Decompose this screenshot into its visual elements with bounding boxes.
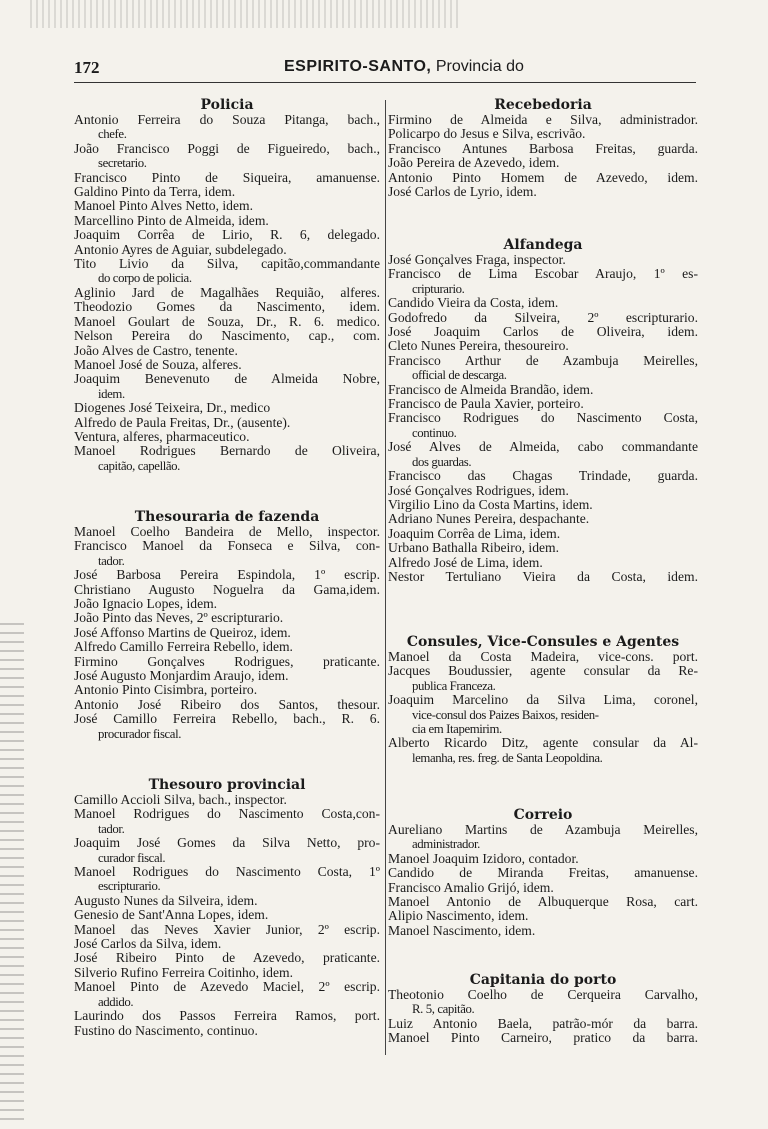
entry-line: procurador fiscal. <box>98 726 182 741</box>
section-alfandega <box>388 238 698 584</box>
entry-line: Theodozio Gomes da Nascimento, idem. <box>74 299 380 315</box>
entry-line: publica Franceza. <box>412 678 496 693</box>
entry-line: Theotonio Coelho de Cerqueira Carvalho, <box>388 987 698 1002</box>
entry-line: José Gonçalves Rodrigues, idem. <box>388 482 569 498</box>
entry-line: do corpo de policia. <box>98 271 192 286</box>
entry-line: continuo. <box>412 425 457 440</box>
entry-line: Silverio Rufino Ferreira Coitinho, idem. <box>74 964 293 980</box>
section-title: Policia <box>200 97 254 113</box>
entry-line: Antonio Pinto Cisimbra, porteiro. <box>74 682 258 698</box>
entry-line: Laurindo dos Passos Ferreira Ramos, port. <box>74 1008 380 1024</box>
section-capitania-do-porto <box>388 973 698 1046</box>
entry-line: João Alves de Castro, tenente. <box>74 342 238 358</box>
entry-line: Firmino de Almeida e Silva, administrador. <box>388 112 698 127</box>
entry-line: Joaquim José Gomes da Silva Netto, pro- <box>74 835 380 851</box>
entry-line: Aglinio Jard de Magalhães Requião, alferes. <box>74 284 380 300</box>
page-edge-shadow <box>0 620 24 1120</box>
entry-line: idem. <box>98 386 125 401</box>
entry-line: Urbano Bathalla Ribeiro, idem. <box>388 540 560 556</box>
entry-line: Antonio Ayres de Aguiar, subdelegado. <box>74 241 287 257</box>
entry-line: José Joaquim Carlos de Oliveira, idem. <box>388 324 698 340</box>
entry-line: cripturario. <box>412 281 465 296</box>
entry-line: Aureliano Martins de Azambuja Meirelles, <box>388 822 698 837</box>
entry-line: Policarpo do Jesus e Silva, escrivão. <box>388 126 586 142</box>
section-title: Recebedoria <box>494 97 592 113</box>
entry-line: Francisco Rodrigues do Nascimento Costa, <box>388 410 698 426</box>
entry-line: Candido Vieira da Costa, idem. <box>388 295 559 311</box>
entry-line: José Affonso Martins de Queiroz, idem. <box>74 624 291 640</box>
entry-line: Francisco Amalio Grijó, idem. <box>388 879 554 895</box>
section-correio <box>388 808 698 938</box>
page-header <box>74 58 696 83</box>
entry-line: Alfredo de Paula Freitas, Dr., (ausente). <box>74 414 291 430</box>
column-divider <box>385 100 386 1055</box>
entry-line: Joaquim Corrêa de Lima, idem. <box>388 525 561 541</box>
entry-line: Augusto Nunes da Silveira, idem. <box>74 892 258 908</box>
entry-line: José Camillo Ferreira Rebello, bach., R. 6. <box>74 711 380 727</box>
section-policia <box>74 98 380 473</box>
entry-line: lemanha, res. freg. de Santa Leopoldina. <box>412 750 603 765</box>
entry-line: Manoel da Costa Madeira, vice-cons. port. <box>388 649 698 664</box>
entry-line: José Carlos de Lyrio, idem. <box>388 184 537 200</box>
entry-line: cia em Itapemirim. <box>412 722 502 737</box>
entry-line: administrador. <box>412 837 480 852</box>
entry-line: Manoel Joaquim Izidoro, contador. <box>388 850 579 866</box>
entry-line: R. 5, capitão. <box>412 1002 475 1017</box>
entry-line: tador. <box>98 821 125 836</box>
section-title: Thesouraria de fazenda <box>134 509 320 525</box>
entry-line: Joaquim Corrêa de Lirio, R. 6, delegado. <box>74 227 380 243</box>
entry-line: Francisco das Chagas Trindade, guarda. <box>388 468 698 484</box>
section-title: Capitania do porto <box>469 972 617 988</box>
scan-noise <box>30 0 460 28</box>
entry-line: Francisco de Almeida Brandão, idem. <box>388 381 594 397</box>
entry-line: Manoel José de Souza, alferes. <box>74 356 242 372</box>
entry-line: Virgilio Lino da Costa Martins, idem. <box>388 496 593 512</box>
entry-line: José Alves de Almeida, cabo commandante <box>388 439 698 455</box>
entry-line: Diogenes José Teixeira, Dr., medico <box>74 400 271 416</box>
entry-line: Nestor Tertuliano Vieira da Costa, idem. <box>388 568 698 584</box>
entry-line: Candido de Miranda Freitas, amanuense. <box>388 865 698 881</box>
entry-line: Manoel Pinto de Azevedo Maciel, 2º escrip. <box>74 979 380 995</box>
entry-line: José Carlos da Silva, idem. <box>74 936 222 952</box>
entry-line: Cleto Nunes Pereira, thesoureiro. <box>388 338 569 354</box>
entry-line: Manoel Rodrigues Bernardo de Oliveira, <box>74 443 380 459</box>
entry-line: Alfredo Camillo Ferreira Rebello, idem. <box>74 639 293 655</box>
entry-line: Marcellino Pinto de Almeida, idem. <box>74 212 269 228</box>
entry-line: dos guardas. <box>412 454 472 469</box>
entry-line: Manoel Pinto Alves Netto, idem. <box>74 198 253 214</box>
entry-line: Alfredo José de Lima, idem. <box>388 554 543 570</box>
entry-line: Francisco Antunes Barbosa Freitas, guarda. <box>388 140 698 156</box>
section-title: Consules, Vice-Consules e Agentes <box>406 634 680 650</box>
entry-line: Fustino do Nascimento, continuo. <box>74 1022 258 1038</box>
entry-line: Tito Livio da Silva, capitão,commandante <box>74 256 380 272</box>
entry-line: Joaquim Benevenuto de Almeida Nobre, <box>74 371 380 387</box>
entry-line: José Gonçalves Fraga, inspector. <box>388 252 566 267</box>
running-head <box>284 58 524 76</box>
entry-line: Galdino Pinto da Terra, idem. <box>74 184 236 200</box>
entry-line: Antonio Ferreira do Souza Pitanga, bach., <box>74 112 380 127</box>
section-thesouro-provincial <box>74 778 380 1038</box>
entry-line: Antonio José Ribeiro dos Santos, thesour. <box>74 696 380 712</box>
entry-line: Manoel Pinto Carneiro, pratico da barra. <box>388 1030 698 1046</box>
entry-line: Francisco de Lima Escobar Araujo, 1º es- <box>388 266 698 282</box>
entry-line: Joaquim Marcelino da Silva Lima, coronel, <box>388 692 698 708</box>
entry-line: Adriano Nunes Pereira, despachante. <box>388 511 590 527</box>
section-thesouraria-de-fazenda <box>74 510 380 741</box>
section-recebedoria <box>388 98 698 199</box>
entry-line: Manoel Antonio de Albuquerque Rosa, cart. <box>388 894 698 910</box>
entry-line: Francisco Manoel da Fonseca e Silva, con- <box>74 538 380 554</box>
entry-line: Firmino Gonçalves Rodrigues, praticante. <box>74 653 380 669</box>
entry-line: capitão, capellão. <box>98 458 180 473</box>
entry-line: Manoel das Neves Xavier Junior, 2º escrip. <box>74 921 380 937</box>
entry-line: Nelson Pereira do Nascimento, cap., com. <box>74 328 380 344</box>
entry-line: Manoel Goulart de Souza, Dr., R. 6. medico. <box>74 313 380 329</box>
entry-line: Christiano Augusto Noguelra da Gama,idem. <box>74 581 380 597</box>
entry-line: Alipio Nascimento, idem. <box>388 908 529 924</box>
entry-line: addido. <box>98 994 134 1009</box>
entry-line: Antonio Pinto Homem de Azevedo, idem. <box>388 169 698 185</box>
entry-line: Luiz Antonio Baela, patrão-mór da barra. <box>388 1015 698 1031</box>
entry-line: José Barbosa Pereira Espindola, 1º escrip. <box>74 567 380 583</box>
entry-line: Francisco Pinto de Siqueira, amanuense. <box>74 169 380 185</box>
section-title: Correio <box>513 807 573 823</box>
entry-line: escripturario. <box>98 879 161 894</box>
entry-line: João Francisco Poggi de Figueiredo, bach., <box>74 140 380 156</box>
entry-line: Francisco Arthur de Azambuja Meirelles, <box>388 352 698 368</box>
section-consules-vice-consules-e-agentes <box>388 635 698 765</box>
entry-line: Alberto Ricardo Ditz, agente consular da Al- <box>388 735 698 751</box>
entry-line: João Pinto das Neves, 2º escripturario. <box>74 610 284 626</box>
entry-line: Camillo Accioli Silva, bach., inspector. <box>74 792 287 807</box>
entry-line: secretario. <box>98 156 147 171</box>
entry-line: chefe. <box>98 127 127 142</box>
entry-line: tador. <box>98 553 125 568</box>
page-number: 172 <box>74 58 100 77</box>
entry-line: Manoel Nascimento, idem. <box>388 922 536 938</box>
entry-line: Manoel Coelho Bandeira de Mello, inspector. <box>74 524 380 539</box>
entry-line: João Ignacio Lopes, idem. <box>74 596 218 612</box>
entry-line: Godofredo da Silveira, 2º escripturario. <box>388 309 698 325</box>
entry-line: official de descarga. <box>412 368 507 383</box>
entry-line: curador fiscal. <box>98 850 166 865</box>
entry-line: Manoel Rodrigues do Nascimento Costa,con- <box>74 806 380 822</box>
entry-line: João Pereira de Azevedo, idem. <box>388 155 560 171</box>
running-head-suffix: Provincia do <box>431 58 524 75</box>
section-title: Thesouro provincial <box>148 777 306 793</box>
running-head-province: ESPIRITO-SANTO, <box>284 58 432 75</box>
entry-line: Jacques Boudussier, agente consular da Re- <box>388 663 698 679</box>
entry-line: Francisco de Paula Xavier, porteiro. <box>388 396 584 412</box>
entry-line: Manoel Rodrigues do Nascimento Costa, 1º <box>74 864 380 880</box>
entry-line: José Ribeiro Pinto de Azevedo, praticante. <box>74 950 380 966</box>
entry-line: Ventura, alferes, pharmaceutico. <box>74 428 250 444</box>
entry-line: vice-consul dos Paizes Baixos, residen- <box>412 707 599 722</box>
entry-line: Genesio de Sant'Anna Lopes, idem. <box>74 907 269 923</box>
entry-line: José Augusto Monjardim Araujo, idem. <box>74 668 289 684</box>
section-title: Alfandega <box>503 237 583 253</box>
